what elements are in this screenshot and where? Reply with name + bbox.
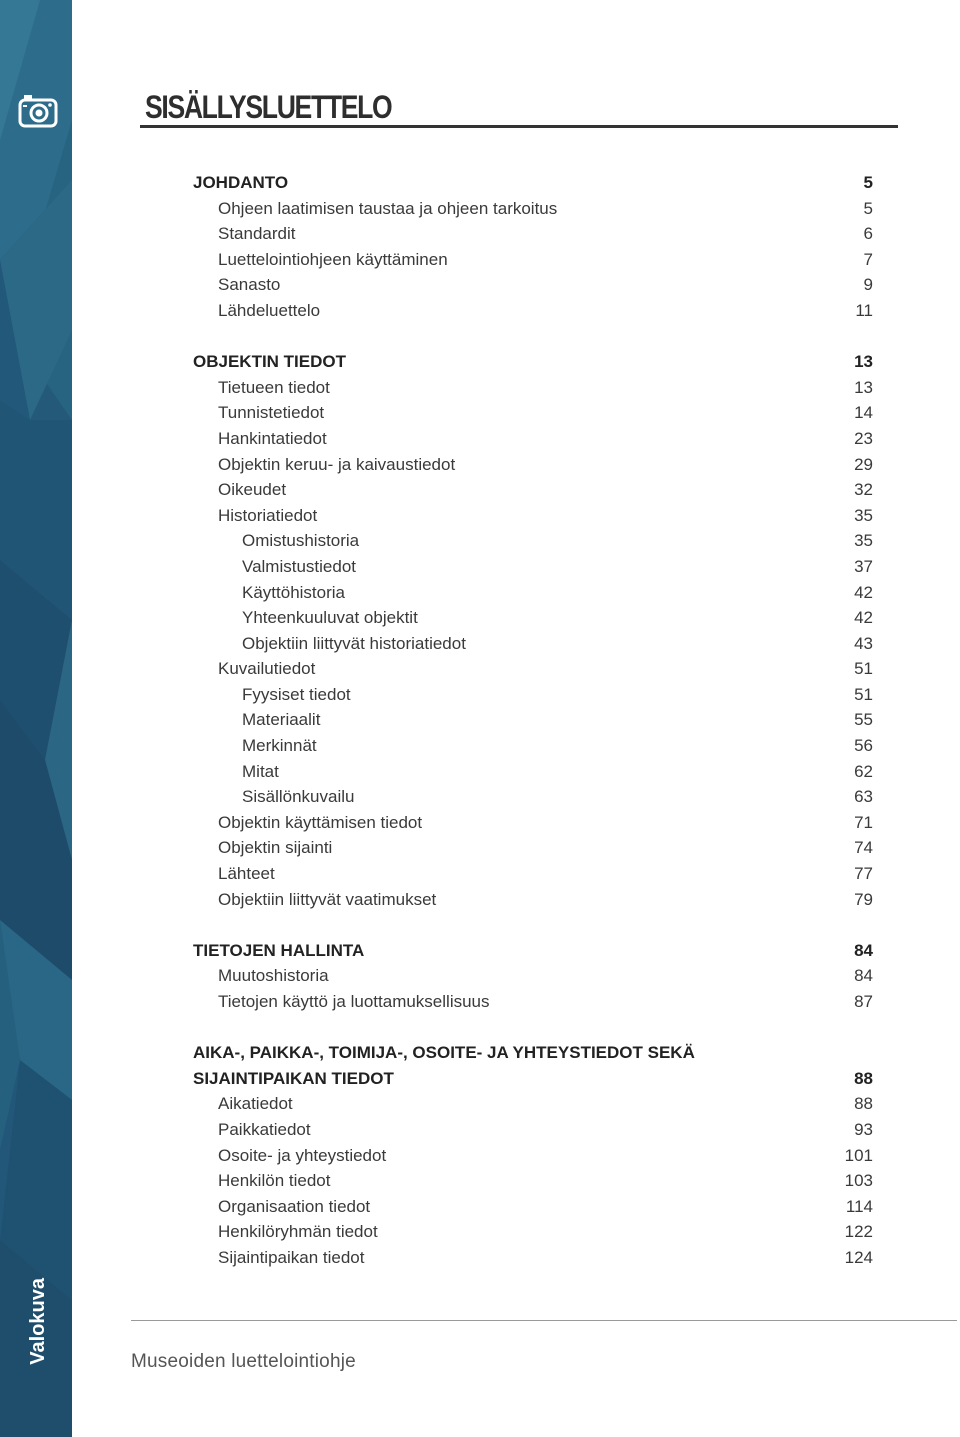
toc-subentry: [193, 707, 873, 733]
toc-entry-page: 32: [854, 480, 873, 500]
toc-heading-page: 88: [854, 1068, 873, 1088]
toc-heading-label: JOHDANTO: [193, 173, 289, 192]
toc-subentry-page: 62: [854, 761, 873, 781]
toc-entry-page: 101: [844, 1145, 873, 1165]
toc-subentry-page: 35: [854, 531, 873, 551]
toc-subentry-label: Mitat: [242, 761, 279, 781]
toc-entry: [193, 298, 873, 324]
toc-entry-page: 122: [844, 1222, 873, 1242]
toc-entry-label: Sanasto: [218, 275, 281, 295]
toc-subentry-label: Käyttöhistoria: [242, 582, 345, 602]
toc-section-heading: [193, 170, 873, 196]
toc-subentry: [193, 528, 873, 554]
toc-heading-label: AIKA-, PAIKKA-, TOIMIJA-, OSOITE- JA YHTEYSTIEDOT SEKÄ: [193, 1043, 695, 1063]
toc-entry-label: Sijaintipaikan tiedot: [218, 1247, 365, 1267]
toc-entry-label: Hankintatiedot: [218, 428, 327, 448]
toc-section-heading-continued: [193, 1066, 873, 1092]
toc-subentry-label: Materiaalit: [242, 710, 321, 730]
toc-entry: [193, 477, 873, 503]
toc-entry: [193, 835, 873, 861]
toc-entry: [193, 452, 873, 478]
toc-entry-label: Objektin keruu- ja kaivaustiedot: [218, 454, 456, 474]
toc-entry: [193, 861, 873, 887]
toc-entry-label: Objektin käyttämisen tiedot: [218, 812, 423, 832]
toc-entry-page: 9: [863, 275, 873, 295]
toc-entry-page: 5: [863, 198, 873, 218]
toc-entry: [193, 196, 873, 222]
toc-entry-label: Lähdeluettelo: [218, 300, 321, 320]
toc-subentry: [193, 554, 873, 580]
toc-entry-page: 13: [854, 377, 873, 397]
toc-heading-page: 5: [863, 173, 873, 192]
toc-subentry-label: Valmistustiedot: [242, 556, 357, 576]
toc-entry-label: Standardit: [218, 224, 296, 244]
toc-subentry-page: 55: [854, 710, 873, 730]
toc-entry-label: Tietojen käyttö ja luottamuksellisuus: [218, 992, 490, 1011]
toc-entry-page: 87: [854, 992, 873, 1011]
toc-entry: [193, 247, 873, 273]
toc-entry-label: Tunnistetiedot: [218, 403, 325, 423]
toc-subentry-label: Omistushistoria: [242, 531, 360, 551]
toc-entry-page: 51: [854, 659, 873, 679]
toc-entry-label: Aikatiedot: [218, 1094, 293, 1114]
toc-entry-page: 35: [854, 505, 873, 525]
toc-entry-page: 11: [855, 300, 873, 320]
toc-entry-page: 14: [854, 403, 873, 423]
toc-entry: [193, 1219, 873, 1245]
toc-entry: [193, 887, 873, 913]
toc-entry-page: 77: [854, 864, 873, 884]
toc-entry: [193, 375, 873, 401]
toc-subentry-label: Objektiin liittyvät historiatiedot: [242, 633, 466, 653]
toc-entry: [193, 400, 873, 426]
toc-entry-label: Kuvailutiedot: [218, 659, 316, 679]
toc-entry: [193, 1168, 873, 1194]
toc-entry-label: Paikkatiedot: [218, 1119, 311, 1139]
toc-subentry-label: Sisällönkuvailu: [242, 787, 355, 807]
table-of-contents: [193, 170, 873, 1271]
sidebar-label: Valokuva: [27, 1278, 49, 1365]
toc-section-heading: [193, 938, 873, 964]
footer-title: Museoiden luettelointiohje: [131, 1351, 356, 1372]
toc-section-johdanto: [193, 170, 873, 324]
footer-rule: [131, 1320, 957, 1321]
toc-subentry-label: Yhteenkuuluvat objektit: [242, 608, 418, 628]
toc-entry-label: Luettelointiohjeen käyttäminen: [218, 249, 448, 269]
toc-entry-label: Tietueen tiedot: [218, 377, 330, 397]
toc-entry: [193, 810, 873, 836]
toc-subentry-page: 37: [854, 556, 873, 576]
toc-subentry-page: 56: [854, 736, 873, 756]
toc-subentry-label: Fyysiset tiedot: [242, 684, 351, 704]
toc-entry: [193, 1194, 873, 1220]
toc-entry-label: Oikeudet: [218, 480, 287, 500]
toc-section-objektin-tiedot: [193, 349, 873, 912]
toc-entry-page: 93: [854, 1119, 873, 1139]
toc-entry: [193, 503, 873, 529]
toc-entry-label: Lähteet: [218, 864, 275, 884]
toc-entry-label: Organisaation tiedot: [218, 1196, 371, 1216]
toc-subentry: [193, 580, 873, 606]
toc-subentry: [193, 682, 873, 708]
toc-subentry-page: 42: [854, 582, 873, 602]
toc-subentry-page: 42: [854, 608, 873, 628]
toc-subentry-page: 43: [854, 633, 873, 653]
toc-entry-page: 6: [863, 224, 873, 244]
toc-entry-label: Objektin sijainti: [218, 838, 333, 858]
toc-heading-label: SIJAINTIPAIKAN TIEDOT: [193, 1068, 394, 1088]
toc-entry-page: 71: [854, 812, 873, 832]
toc-entry: [193, 989, 873, 1015]
toc-entry: [193, 1245, 873, 1271]
camera-icon: [18, 92, 58, 128]
toc-entry-page: 23: [854, 428, 873, 448]
toc-heading-page: 13: [854, 352, 873, 372]
toc-entry-page: 103: [844, 1171, 873, 1191]
toc-entry-label: Henkilöryhmän tiedot: [218, 1222, 378, 1242]
toc-subentry: [193, 733, 873, 759]
toc-subentry: [193, 784, 873, 810]
toc-subentry: [193, 631, 873, 657]
toc-entry-page: 7: [863, 249, 873, 269]
sidebar: [0, 0, 72, 1437]
toc-entry-label: Muutoshistoria: [218, 966, 329, 986]
toc-entry-page: 84: [854, 966, 873, 986]
title-rule: [140, 125, 898, 128]
toc-entry: [193, 1117, 873, 1143]
toc-entry: [193, 221, 873, 247]
toc-section-tietojen-hallinta: [193, 938, 873, 1015]
toc-entry: [193, 656, 873, 682]
toc-entry: [193, 426, 873, 452]
toc-entry-page: 79: [854, 889, 873, 909]
toc-entry: [193, 1091, 873, 1117]
sidebar-background: [0, 0, 72, 1437]
toc-entry-label: Henkilön tiedot: [218, 1171, 331, 1191]
toc-heading-label: OBJEKTIN TIEDOT: [193, 352, 347, 372]
toc-entry-label: Ohjeen laatimisen taustaa ja ohjeen tarkoitus: [218, 198, 558, 218]
toc-section-heading: [193, 349, 873, 375]
toc-subentry: [193, 759, 873, 785]
toc-entry: [193, 1143, 873, 1169]
toc-entry-page: 29: [854, 454, 873, 474]
toc-entry-label: Objektiin liittyvät vaatimukset: [218, 889, 437, 909]
toc-entry-label: Osoite- ja yhteystiedot: [218, 1145, 387, 1165]
toc-entry-label: Historiatiedot: [218, 505, 318, 525]
toc-subentry-label: Merkinnät: [242, 736, 317, 756]
toc-heading-page: 84: [854, 940, 873, 960]
toc-section-heading: [193, 1040, 873, 1066]
toc-subentry-page: 63: [854, 787, 873, 807]
toc-entry: [193, 272, 873, 298]
toc-entry-page: 114: [845, 1196, 873, 1216]
toc-heading-label: TIETOJEN HALLINTA: [193, 940, 365, 960]
toc-entry: [193, 963, 873, 989]
toc-section-aika-paikka-toimija: [193, 1040, 873, 1270]
toc-entry-page: 74: [854, 838, 873, 858]
toc-subentry-page: 51: [854, 684, 873, 704]
toc-entry-page: 124: [844, 1247, 873, 1267]
toc-subentry: [193, 605, 873, 631]
page-title: SISÄLLYSLUETTELO: [145, 89, 392, 125]
toc-entry-page: 88: [854, 1094, 873, 1114]
